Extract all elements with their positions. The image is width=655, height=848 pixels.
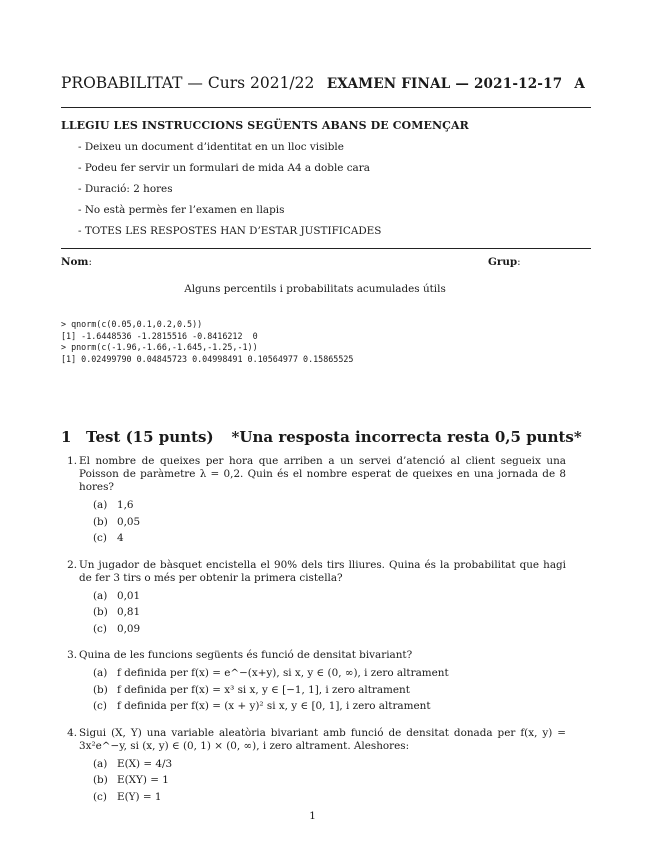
section-heading: [61, 428, 582, 446]
answer-option: [93, 667, 566, 684]
option-label: (c): [93, 700, 107, 712]
question-list: [61, 455, 566, 807]
instructions-title: LLEGIU LES INSTRUCCIONS SEGÜENTS ABANS DE COMENÇAR: [61, 119, 469, 132]
option-text: f definida per f(x) = (x + y)² si x, y ∈ [0, 1], i zero altrament: [117, 700, 431, 712]
instruction-item: - Duració: 2 hores: [78, 183, 381, 204]
answer-option: [93, 532, 566, 549]
question-number: 4.: [67, 726, 77, 739]
name-field: Nom:: [61, 256, 92, 268]
option-label: (c): [93, 622, 107, 635]
instructions-rule: [61, 248, 591, 249]
instruction-item: - TOTES LES RESPOSTES HAN D’ESTAR JUSTIFICADES: [78, 225, 381, 246]
group-field: Grup:: [488, 256, 521, 268]
question-text: El nombre de queixes per hora que arriben a un servei d’atenció al client segueix una Poisson de paràmetre λ = 0,2. Quin és el nombre esperat de queixes en una jornada de 8 hores?: [79, 455, 566, 493]
answer-option: [93, 516, 566, 533]
answer-options: [79, 590, 566, 640]
option-label: (b): [93, 683, 108, 696]
question-1: [61, 455, 566, 549]
page-number: 1: [309, 810, 316, 822]
option-text: 0,09: [117, 622, 141, 635]
answer-option: [93, 774, 566, 791]
option-text: 4: [117, 532, 124, 544]
question-4: [61, 727, 566, 808]
option-label: (c): [93, 532, 107, 544]
answer-option: [93, 684, 566, 701]
code-line: > pnorm(c(-1.96,-1.66,-1.645,-1.25,-1)): [61, 342, 258, 352]
option-text: 1,6: [117, 499, 134, 511]
header-rule: [61, 107, 591, 108]
option-label: (c): [93, 790, 107, 803]
question-text: Sigui (X, Y) una variable aleatòria bivariant amb funció de densitat donada per f(x, y) = 3x²e^−y, si (x, y) ∈ (0, 1) × (0, ∞), i zero altrament. Aleshores:: [79, 726, 566, 752]
course-title: PROBABILITAT — Curs 2021/22: [61, 74, 315, 92]
instruction-item: - No està permès fer l’examen en llapis: [78, 204, 381, 225]
option-text: f definida per f(x) = e^−(x+y), si x, y ∈ (0, ∞), i zero altrament: [117, 667, 449, 679]
instruction-item: - Deixeu un document d’identitat en un lloc visible: [78, 141, 381, 162]
section-note: *Una resposta incorrecta resta 0,5 punts*: [231, 428, 582, 446]
option-text: 0,05: [117, 515, 141, 528]
option-text: 0,01: [117, 589, 141, 602]
answer-option: [93, 499, 566, 516]
answer-option: [93, 758, 566, 775]
option-label: (a): [93, 499, 108, 511]
option-label: (b): [93, 606, 108, 618]
question-3: [61, 649, 566, 717]
answer-options: [79, 667, 566, 717]
option-label: (a): [93, 589, 108, 602]
code-line: > qnorm(c(0.05,0.1,0.2,0.5)): [61, 319, 203, 329]
option-text: E(X) = 4/3: [117, 757, 173, 770]
exam-title: [327, 76, 585, 92]
question-text: Quina de les funcions següents és funció de densitat bivariant?: [79, 649, 413, 661]
question-text: Un jugador de bàsquet encistella el 90% dels tirs lliures. Quina és la probabilitat que hagi de fer 3 tirs o més per obtenir la primera cistella?: [79, 558, 566, 584]
option-label: (b): [93, 515, 108, 528]
answer-options: [79, 499, 566, 549]
code-line: [1] 0.02499790 0.04845723 0.04998491 0.10564977 0.15865525: [61, 353, 354, 364]
code-line: [1] -1.6448536 -1.2815516 -0.8416212 0: [61, 330, 258, 341]
option-text: E(XY) = 1: [117, 774, 169, 786]
instructions-list: [78, 141, 381, 246]
answer-option: [93, 700, 566, 717]
option-label: (a): [93, 667, 108, 679]
answer-option: [93, 623, 566, 640]
question-2: [61, 559, 566, 640]
answer-option: [93, 590, 566, 607]
option-text: 0,81: [117, 606, 141, 618]
question-number: 3.: [67, 649, 77, 661]
group-label: Grup: [488, 256, 518, 268]
option-label: (b): [93, 774, 108, 786]
section-number: 1: [61, 428, 72, 446]
answer-options: [79, 758, 566, 808]
section-title: Test (15 punts): [86, 428, 214, 446]
instruction-item: - Podeu fer servir un formulari de mida A4 a doble cara: [78, 162, 381, 183]
answer-option: [93, 791, 566, 808]
question-number: 1.: [67, 455, 77, 467]
option-label: (a): [93, 757, 108, 770]
question-number: 2.: [67, 558, 77, 571]
r-code-block: [61, 319, 353, 365]
option-text: f definida per f(x) = x³ si x, y ∈ [−1, 1], i zero altrament: [117, 683, 410, 696]
option-text: E(Y) = 1: [117, 790, 162, 803]
name-label: Nom: [61, 256, 89, 268]
exam-version: A: [574, 76, 585, 92]
exam-date-title: EXAMEN FINAL — 2021-12-17: [326, 76, 563, 92]
table-caption: Alguns percentils i probabilitats acumulades útils: [184, 283, 446, 295]
answer-option: [93, 606, 566, 623]
